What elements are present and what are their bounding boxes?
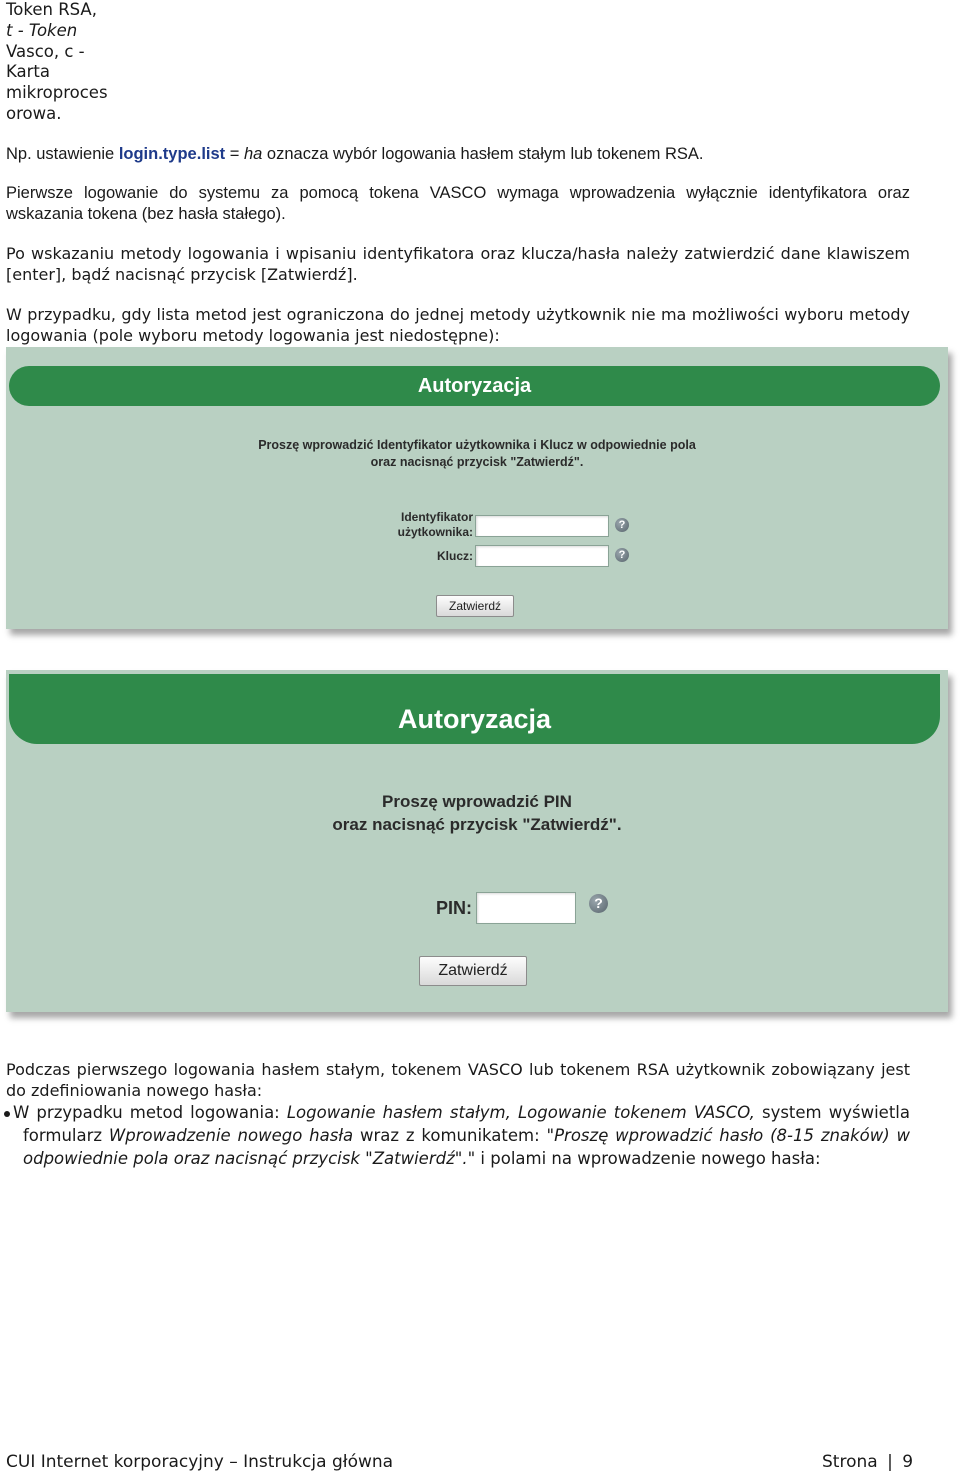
vasco-paragraph: Pierwsze logowanie do systemu za pomocą tokena VASCO wymaga wprowadzenia wyłącznie identyfikatora oraz wskazania tokena (bez hasła stałego).	[6, 184, 910, 223]
submit-button[interactable]: Zatwierdź	[436, 595, 514, 617]
bullet-text-part: wraz z komunikatem:	[353, 1126, 547, 1146]
bullet-dot	[4, 1111, 10, 1117]
fragment-line: mikroproces	[6, 83, 108, 103]
fragment-line: t - Token	[6, 20, 78, 40]
bullet-text-part: i polami na wprowadzenie nowego hasła:	[475, 1149, 821, 1169]
user-id-input[interactable]	[475, 515, 609, 537]
fragment-line: orowa.	[6, 103, 62, 123]
example-prefix: Np. ustawienie	[6, 145, 119, 163]
auth-form-instruction	[6, 437, 948, 471]
bullet-text	[13, 1101, 910, 1171]
key-input[interactable]	[475, 545, 609, 567]
user-id-label-line: użytkownika:	[397, 525, 473, 539]
instruction-line: oraz nacisnąć przycisk "Zatwierdź".	[370, 455, 584, 469]
fragment-line: Karta	[6, 62, 51, 82]
footer-title: CUI Internet korporacyjny – Instrukcja główna	[6, 1452, 394, 1472]
setting-name: login.type.list	[118, 145, 226, 163]
page-number: 9	[902, 1452, 914, 1472]
single-method-paragraph: W przypadku, gdy lista metod jest ograniczona do jednej metody użytkownik nie ma możliwości wyboru metody logowania (pole wyboru metody logowania jest niedostępne):	[6, 305, 910, 345]
bullet-item	[4, 1101, 910, 1171]
auth-form-screenshot-1	[6, 347, 948, 629]
instruction-line: Proszę wprowadzić Identyfikator użytkownika i Klucz w odpowiednie pola	[258, 438, 696, 452]
auth-form-title: Autoryzacja	[9, 366, 940, 406]
enter-paragraph: Po wskazaniu metody logowania i wpisaniu identyfikatora oraz klucza/hasła należy zatwierdzić dane klawiszem [enter], bądź nacisnąć przycisk [Zatwierdź].	[6, 244, 910, 284]
instruction-line: Proszę wprowadzić PIN	[382, 792, 572, 811]
help-icon[interactable]: ?	[589, 894, 608, 913]
user-id-label-line: Identyfikator	[400, 510, 473, 524]
table-cell-fragment	[6, 0, 118, 125]
example-suffix: oznacza wybór logowania hasłem stałym lub tokenem RSA.	[262, 145, 704, 163]
example-eq: =	[225, 145, 244, 163]
example-paragraph	[6, 144, 910, 165]
pin-form-title: Autoryzacja	[9, 674, 940, 744]
instruction-line: oraz nacisnąć przycisk "Zatwierdź".	[332, 815, 622, 834]
fragment-line: Token RSA,	[6, 0, 97, 19]
pin-form-instruction	[6, 790, 948, 836]
key-label: Klucz:	[437, 549, 473, 563]
pin-input[interactable]	[476, 892, 576, 924]
form-name: Wprowadzenie nowego hasła	[108, 1126, 354, 1146]
submit-button[interactable]: Zatwierdź	[419, 956, 527, 986]
prompt-message: "Proszę wprowadzić hasło (8-15 znaków) w odpowiednie pola oraz nacisnąć przycisk "Zatwierdź"."	[23, 1126, 910, 1169]
pin-label: PIN:	[436, 898, 472, 918]
method-names: Logowanie hasłem stałym, Logowanie tokenem VASCO,	[286, 1103, 755, 1122]
first-login-paragraph: Podczas pierwszego logowania hasłem stałym, tokenem VASCO lub tokenem RSA użytkownik zobowiązany jest do zdefiniowania nowego hasła:	[6, 1060, 910, 1100]
footer-page	[822, 1450, 913, 1474]
setting-value: ha	[243, 145, 263, 163]
page-label: Strona	[822, 1452, 878, 1472]
bullet-text-part: system wyświetla formularz	[23, 1103, 910, 1146]
user-id-label	[366, 510, 473, 540]
bullet-text-part: W przypadku metod logowania:	[13, 1103, 287, 1122]
page-separator: |	[887, 1452, 893, 1472]
help-icon[interactable]: ?	[615, 518, 629, 532]
help-icon[interactable]: ?	[615, 548, 629, 562]
pin-form-screenshot	[6, 670, 948, 1012]
fragment-line: Vasco, c -	[6, 41, 85, 61]
